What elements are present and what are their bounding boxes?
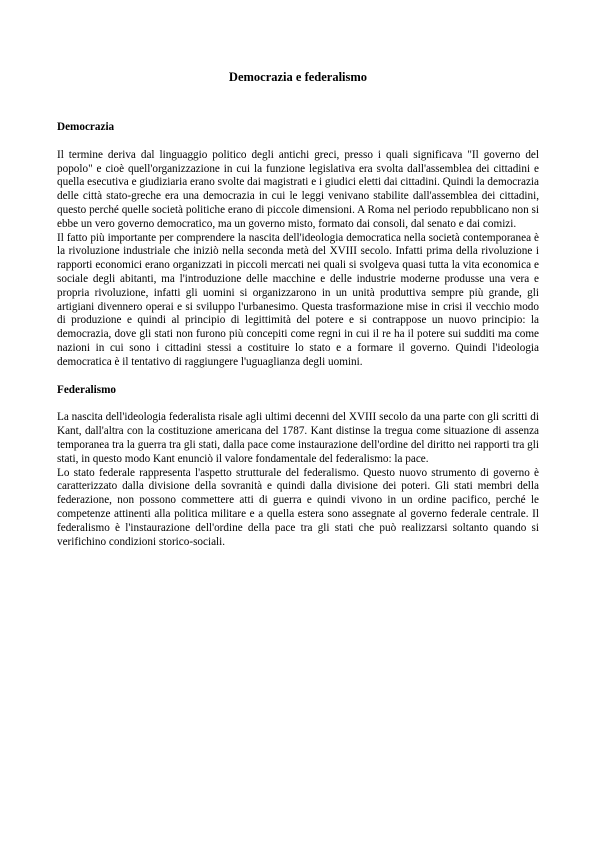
paragraph: Lo stato federale rappresenta l'aspetto strutturale del federalismo. Questo nuovo strumento di governo è caratterizzato dalla divisione della sovranità e quindi dalla divisione dei poteri. Gli stati membri della federazione, non possono commettere atti di guerra e quindi vivono in un ordine pacifico, perché le competenze attinenti alla politica militare e a quella estera sono assegnate al governo federale centrale. Il federalismo è l'instaurazione dell'ordine della pace tra gli stati che può realizzarsi soltanto quando si verifichino condizioni storico-sociali. [57,466,539,548]
paragraph: La nascita dell'ideologia federalista risale agli ultimi decenni del XVIII secolo da una parte con gli scritti di Kant, dall'altra con la costituzione americana del 1787. Kant distinse la tregua come situazione di assenza temporanea tra la guerra tra gli stati, dalla pace come instaurazione dell'ordine del diritto nei rapporti tra gli stati, in questo modo Kant enunciò il valore fondamentale del federalismo: la pace. [57,411,539,465]
section-democrazia [57,121,539,370]
section-federalismo [57,384,539,550]
section-heading-democrazia: Democrazia [57,121,115,133]
document-title: Democrazia e federalismo [228,70,368,84]
paragraph: Il termine deriva dal linguaggio politico degli antichi greci, presso i quali significava "Il governo del popolo" e cioè quell'organizzazione in cui la funzione legislativa era svolta dall'assemblea dei cittadini e quella esecutiva e giudiziaria erano svolte dai magistrati e i giudici eletti dai cittadini. Quindi la democrazia delle città stato-greche era una democrazia in cui le leggi venivano stabilite dall'assemblea dei cittadini, questo perché quelle società politiche erano di piccole dimensioni. A Roma nel periodo repubblicano non si ebbe un vero governo democratico, ma un governo misto, formato dai consoli, dal senato e dai comizi. [57,148,539,230]
paragraph: Il fatto più importante per comprendere la nascita dell'ideologia democratica nella società contemporanea è la rivoluzione industriale che iniziò nella seconda metà del XVIII secolo. Infatti prima della rivoluzione i rapporti economici erano organizzati in piccoli mercati nei quali si svolgeva quasi tutta la vita economica e sociale degli abitanti, ma l'introduzione delle macchine e delle industrie moderne produsse una vera e propria rivoluzione, infatti gli uomini si organizzarono in un unità produttiva sempre più grande, gli artigiani divennero operai e si sviluppo l'urbanesimo. Questa trasformazione mise in crisi il vecchio modo di produzione e quindi al principio di legittimità del potere e si contrappose un nuovo principio: la democrazia, dove gli stati non furono più concepiti come regni in cui il re ha il potere sui sudditi ma come nazioni in cui sono i cittadini stessi a costituire lo stato e a formare il governo. Quindi l'ideologia democratica è il tentativo di raggiungere l'uguaglianza degli uomini. [57,231,539,368]
document-page [57,70,539,563]
section-heading-federalismo: Federalismo [57,383,117,396]
